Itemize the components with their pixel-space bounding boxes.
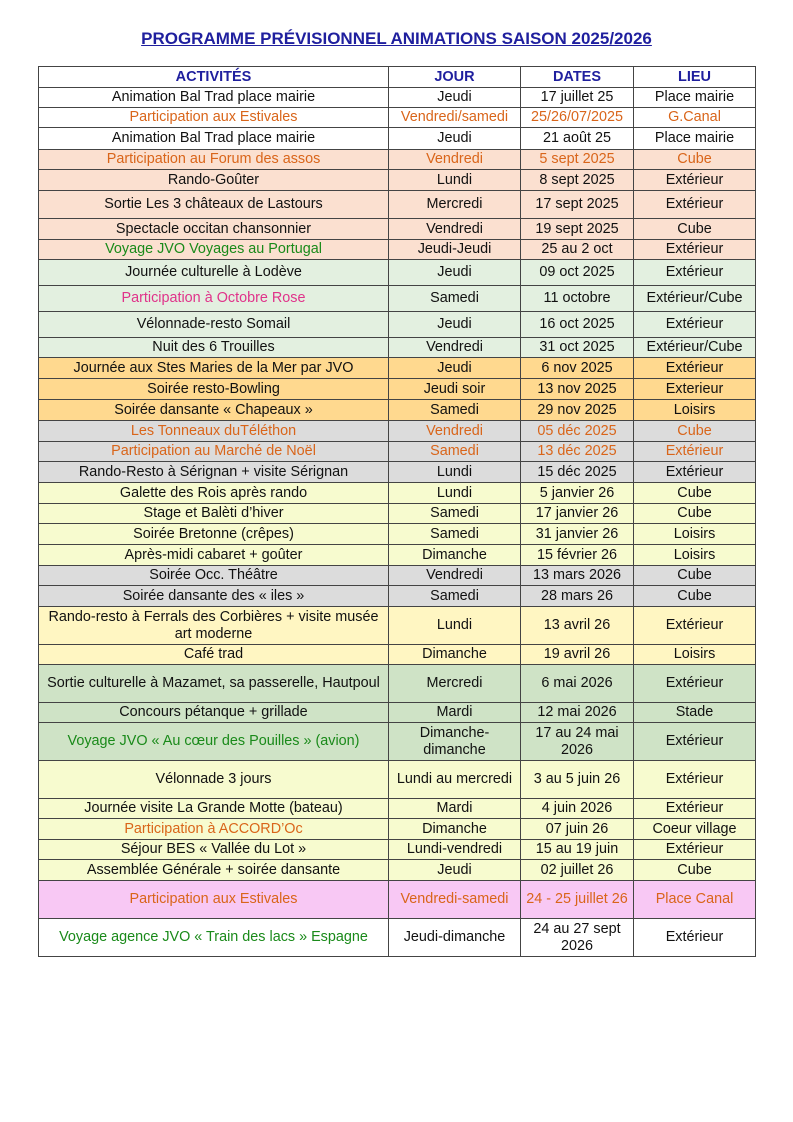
place-cell: Extérieur — [634, 170, 756, 191]
day-cell: Lundi — [389, 607, 521, 645]
activity-cell: Voyage JVO « Au cœur des Pouilles » (avion) — [39, 723, 389, 761]
date-cell: 12 mai 2026 — [521, 703, 634, 723]
table-row — [39, 607, 756, 645]
header-dates: DATES — [521, 67, 634, 88]
activity-cell: Participation à ACCORD’Oc — [39, 819, 389, 840]
place-cell: Cube — [634, 860, 756, 881]
date-cell: 31 janvier 26 — [521, 524, 634, 545]
date-cell: 02 juillet 26 — [521, 860, 634, 881]
date-cell: 19 avril 26 — [521, 645, 634, 665]
place-cell: Extérieur — [634, 761, 756, 799]
table-row — [39, 260, 756, 286]
date-cell: 29 nov 2025 — [521, 400, 634, 421]
table-row — [39, 566, 756, 586]
place-cell: Extérieur — [634, 799, 756, 819]
header-lieu: LIEU — [634, 67, 756, 88]
table-row — [39, 723, 756, 761]
day-cell: Vendredi — [389, 566, 521, 586]
table-row — [39, 286, 756, 312]
day-cell: Dimanche — [389, 819, 521, 840]
place-cell: Stade — [634, 703, 756, 723]
day-cell: Vendredi — [389, 421, 521, 442]
activity-cell: Spectacle occitan chansonnier — [39, 219, 389, 240]
date-cell: 05 déc 2025 — [521, 421, 634, 442]
date-cell: 17 au 24 mai 2026 — [521, 723, 634, 761]
programme-table — [38, 66, 756, 957]
table-row — [39, 442, 756, 462]
table-row — [39, 860, 756, 881]
activity-cell: Animation Bal Trad place mairie — [39, 88, 389, 108]
table-row — [39, 338, 756, 358]
place-cell: Extérieur — [634, 919, 756, 957]
date-cell: 21 août 25 — [521, 128, 634, 150]
place-cell: Place mairie — [634, 88, 756, 108]
date-cell: 25/26/07/2025 — [521, 108, 634, 128]
table-row — [39, 462, 756, 483]
table-row — [39, 545, 756, 566]
place-cell: Cube — [634, 504, 756, 524]
day-cell: Jeudi — [389, 128, 521, 150]
activity-cell: Participation à Octobre Rose — [39, 286, 389, 312]
day-cell: Mardi — [389, 703, 521, 723]
table-row — [39, 761, 756, 799]
place-cell: Place mairie — [634, 128, 756, 150]
place-cell: Place Canal — [634, 881, 756, 919]
place-cell: Extérieur — [634, 260, 756, 286]
table-row — [39, 665, 756, 703]
activity-cell: Soirée dansante des « iles » — [39, 586, 389, 607]
day-cell: Dimanche-dimanche — [389, 723, 521, 761]
date-cell: 13 nov 2025 — [521, 379, 634, 400]
date-cell: 31 oct 2025 — [521, 338, 634, 358]
place-cell: Extérieur — [634, 723, 756, 761]
activity-cell: Vélonnade 3 jours — [39, 761, 389, 799]
activity-cell: Galette des Rois après rando — [39, 483, 389, 504]
place-cell: Extérieur — [634, 358, 756, 379]
place-cell: Extérieur — [634, 607, 756, 645]
activity-cell: Stage et Balèti d’hiver — [39, 504, 389, 524]
activity-cell: Café trad — [39, 645, 389, 665]
date-cell: 25 au 2 oct — [521, 240, 634, 260]
activity-cell: Sortie Les 3 châteaux de Lastours — [39, 191, 389, 219]
place-cell: Extérieur — [634, 442, 756, 462]
date-cell: 28 mars 26 — [521, 586, 634, 607]
place-cell: Cube — [634, 586, 756, 607]
table-body — [39, 88, 756, 957]
day-cell: Mercredi — [389, 665, 521, 703]
activity-cell: Journée aux Stes Maries de la Mer par JVO — [39, 358, 389, 379]
day-cell: Mercredi — [389, 191, 521, 219]
day-cell: Vendredi — [389, 150, 521, 170]
table-row — [39, 358, 756, 379]
activity-cell: Les Tonneaux duTéléthon — [39, 421, 389, 442]
date-cell: 16 oct 2025 — [521, 312, 634, 338]
place-cell: Extérieur/Cube — [634, 338, 756, 358]
place-cell: Cube — [634, 566, 756, 586]
day-cell: Jeudi soir — [389, 379, 521, 400]
day-cell: Vendredi — [389, 219, 521, 240]
day-cell: Samedi — [389, 504, 521, 524]
date-cell: 07 juin 26 — [521, 819, 634, 840]
table-row — [39, 840, 756, 860]
activity-cell: Vélonnade-resto Somail — [39, 312, 389, 338]
day-cell: Samedi — [389, 400, 521, 421]
place-cell: G.Canal — [634, 108, 756, 128]
activity-cell: Nuit des 6 Trouilles — [39, 338, 389, 358]
header-activites: ACTIVITÉS — [39, 67, 389, 88]
date-cell: 09 oct 2025 — [521, 260, 634, 286]
place-cell: Extérieur — [634, 665, 756, 703]
date-cell: 6 nov 2025 — [521, 358, 634, 379]
day-cell: Lundi au mercredi — [389, 761, 521, 799]
place-cell: Extérieur — [634, 462, 756, 483]
table-row — [39, 108, 756, 128]
activity-cell: Participation aux Estivales — [39, 881, 389, 919]
table-row — [39, 240, 756, 260]
table-row — [39, 645, 756, 665]
day-cell: Jeudi — [389, 358, 521, 379]
activity-cell: Séjour BES « Vallée du Lot » — [39, 840, 389, 860]
date-cell: 3 au 5 juin 26 — [521, 761, 634, 799]
activity-cell: Animation Bal Trad place mairie — [39, 128, 389, 150]
activity-cell: Journée visite La Grande Motte (bateau) — [39, 799, 389, 819]
table-row — [39, 483, 756, 504]
day-cell: Jeudi-dimanche — [389, 919, 521, 957]
day-cell: Jeudi — [389, 260, 521, 286]
table-row — [39, 191, 756, 219]
place-cell: Coeur village — [634, 819, 756, 840]
activity-cell: Concours pétanque + grillade — [39, 703, 389, 723]
date-cell: 11 octobre — [521, 286, 634, 312]
day-cell: Jeudi — [389, 860, 521, 881]
activity-cell: Journée culturelle à Lodève — [39, 260, 389, 286]
day-cell: Samedi — [389, 442, 521, 462]
date-cell: 5 sept 2025 — [521, 150, 634, 170]
activity-cell: Après-midi cabaret + goûter — [39, 545, 389, 566]
table-row — [39, 421, 756, 442]
date-cell: 8 sept 2025 — [521, 170, 634, 191]
table-row — [39, 400, 756, 421]
date-cell: 17 sept 2025 — [521, 191, 634, 219]
table-row — [39, 819, 756, 840]
day-cell: Samedi — [389, 286, 521, 312]
place-cell: Cube — [634, 219, 756, 240]
activity-cell: Soirée Bretonne (crêpes) — [39, 524, 389, 545]
day-cell: Lundi-vendredi — [389, 840, 521, 860]
day-cell: Vendredi-samedi — [389, 881, 521, 919]
place-cell: Loisirs — [634, 645, 756, 665]
place-cell: Extérieur/Cube — [634, 286, 756, 312]
date-cell: 13 déc 2025 — [521, 442, 634, 462]
activity-cell: Soirée dansante « Chapeaux » — [39, 400, 389, 421]
activity-cell: Participation aux Estivales — [39, 108, 389, 128]
day-cell: Lundi — [389, 483, 521, 504]
activity-cell: Participation au Marché de Noël — [39, 442, 389, 462]
activity-cell: Rando-resto à Ferrals des Corbières + visite musée art moderne — [39, 607, 389, 645]
day-cell: Jeudi — [389, 312, 521, 338]
place-cell: Cube — [634, 483, 756, 504]
table-header — [39, 67, 756, 88]
table-row — [39, 919, 756, 957]
date-cell: 17 juillet 25 — [521, 88, 634, 108]
table-row — [39, 88, 756, 108]
activity-cell: Soirée resto-Bowling — [39, 379, 389, 400]
date-cell: 15 au 19 juin — [521, 840, 634, 860]
date-cell: 5 janvier 26 — [521, 483, 634, 504]
table-row — [39, 379, 756, 400]
day-cell: Lundi — [389, 462, 521, 483]
day-cell: Jeudi — [389, 88, 521, 108]
day-cell: Dimanche — [389, 545, 521, 566]
activity-cell: Sortie culturelle à Mazamet, sa passerelle, Hautpoul — [39, 665, 389, 703]
table-row — [39, 170, 756, 191]
date-cell: 24 - 25 juillet 26 — [521, 881, 634, 919]
place-cell: Loisirs — [634, 400, 756, 421]
table-row — [39, 128, 756, 150]
day-cell: Jeudi-Jeudi — [389, 240, 521, 260]
activity-cell: Rando-Resto à Sérignan + visite Sérignan — [39, 462, 389, 483]
date-cell: 24 au 27 sept 2026 — [521, 919, 634, 957]
date-cell: 13 mars 2026 — [521, 566, 634, 586]
day-cell: Dimanche — [389, 645, 521, 665]
table-row — [39, 524, 756, 545]
activity-cell: Voyage agence JVO « Train des lacs » Espagne — [39, 919, 389, 957]
place-cell: Cube — [634, 150, 756, 170]
table-row — [39, 504, 756, 524]
day-cell: Vendredi/samedi — [389, 108, 521, 128]
activity-cell: Voyage JVO Voyages au Portugal — [39, 240, 389, 260]
activity-cell: Soirée Occ. Théâtre — [39, 566, 389, 586]
day-cell: Mardi — [389, 799, 521, 819]
header-jour: JOUR — [389, 67, 521, 88]
day-cell: Samedi — [389, 586, 521, 607]
place-cell: Exterieur — [634, 379, 756, 400]
date-cell: 17 janvier 26 — [521, 504, 634, 524]
table-row — [39, 703, 756, 723]
date-cell: 13 avril 26 — [521, 607, 634, 645]
place-cell: Loisirs — [634, 524, 756, 545]
table-row — [39, 799, 756, 819]
place-cell: Loisirs — [634, 545, 756, 566]
table-row — [39, 150, 756, 170]
date-cell: 15 février 26 — [521, 545, 634, 566]
activity-cell: Assemblée Générale + soirée dansante — [39, 860, 389, 881]
table-row — [39, 312, 756, 338]
date-cell: 4 juin 2026 — [521, 799, 634, 819]
date-cell: 19 sept 2025 — [521, 219, 634, 240]
table-row — [39, 881, 756, 919]
place-cell: Extérieur — [634, 840, 756, 860]
day-cell: Vendredi — [389, 338, 521, 358]
day-cell: Lundi — [389, 170, 521, 191]
place-cell: Cube — [634, 421, 756, 442]
place-cell: Extérieur — [634, 191, 756, 219]
table-row — [39, 586, 756, 607]
activity-cell: Rando-Goûter — [39, 170, 389, 191]
day-cell: Samedi — [389, 524, 521, 545]
place-cell: Extérieur — [634, 312, 756, 338]
table-row — [39, 219, 756, 240]
date-cell: 15 déc 2025 — [521, 462, 634, 483]
activity-cell: Participation au Forum des assos — [39, 150, 389, 170]
page-title: PROGRAMME PRÉVISIONNEL ANIMATIONS SAISON 2025/2026 — [141, 29, 652, 48]
place-cell: Extérieur — [634, 240, 756, 260]
date-cell: 6 mai 2026 — [521, 665, 634, 703]
